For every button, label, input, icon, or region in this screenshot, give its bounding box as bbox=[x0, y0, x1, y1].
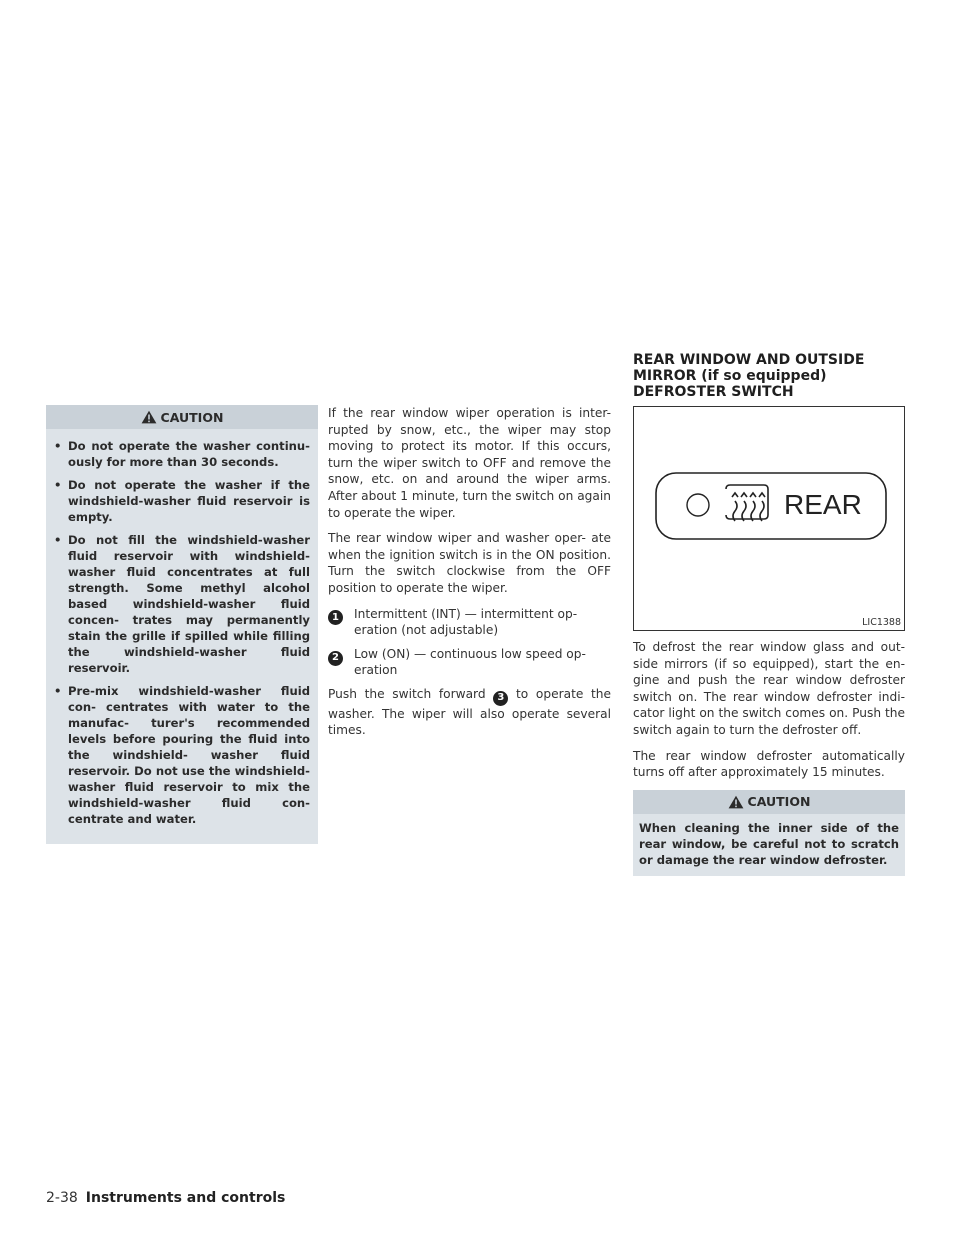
defrost-instructions-paragraph: To defrost the rear window glass and out- side mirrors (if so equipped), start the en- gine and push the rear window defroster switch on. The rear window defroster indi- cator light on the switch comes on. Push the switch again to turn the defroster off. bbox=[633, 640, 905, 737]
defroster-column bbox=[633, 352, 905, 876]
figure-code: LIC1388 bbox=[862, 617, 901, 628]
caution-text: When cleaning the inner side of the rear window, be careful not to scratch or damage the rear window defroster. bbox=[639, 820, 899, 867]
defroster-switch-figure bbox=[633, 406, 905, 631]
rear-defroster-switch-illustration bbox=[634, 407, 904, 630]
caution-bullet: • Do not operate the washer if the windshield-washer fluid reservoir is empty. bbox=[54, 478, 310, 524]
caution-bullet: • Do not fill the windshield-washer fluid reservoir with windshield-washer fluid concentrates at full strength. Some methyl alcohol based windshield-washer fluid concen- trates may permanently stain the grille if spilled while filling the windshield-washer fluid reservoir. bbox=[54, 533, 310, 675]
callout-number: 2 bbox=[328, 651, 343, 666]
wiper-text-column bbox=[328, 405, 611, 748]
wiper-mode-item: 2 Low (ON) — continuous low speed op- eration bbox=[328, 646, 611, 679]
wiper-mode-item: 1 Intermittent (INT) — intermittent op- eration (not adjustable) bbox=[328, 606, 611, 639]
section-title: Instruments and controls bbox=[85, 1190, 286, 1206]
defrost-auto-off-paragraph: The rear window defroster automatically turns off after approximately 15 minutes. bbox=[633, 748, 905, 780]
callout-number: 1 bbox=[328, 610, 343, 625]
caution-title: CAUTION bbox=[160, 409, 224, 425]
wiper-operation-paragraph: The rear window wiper and washer oper- ate when the ignition switch is in the ON position. Turn the switch clockwise from the OFF position to operate the wiper. bbox=[328, 531, 611, 595]
caution-title: CAUTION bbox=[747, 794, 811, 810]
rear-label: REAR bbox=[784, 489, 862, 520]
caution-header bbox=[633, 790, 905, 814]
page-number: 2-38 bbox=[46, 1190, 78, 1206]
defroster-caution-box bbox=[633, 790, 905, 876]
caution-header bbox=[46, 405, 318, 429]
section-heading: REAR WINDOW AND OUTSIDE MIRROR (if so equipped) DEFROSTER SWITCH bbox=[633, 352, 865, 400]
washer-caution-box bbox=[46, 405, 318, 844]
defroster-icon bbox=[726, 485, 768, 521]
warning-icon bbox=[728, 795, 744, 809]
caution-bullet: • Pre-mix windshield-washer fluid con- centrates with water to the manufac- turer's recommended levels before pouring the fluid into the windshield- washer fluid reservoir. Do not use the windshield-washer fluid reservoir to mix the windshield-washer fluid con- centrate and water. bbox=[54, 684, 310, 826]
wiper-interruption-paragraph: If the rear window wiper operation is inter- rupted by snow, etc., the wiper may stop moving to protect its motor. If this occurs, turn the wiper switch to OFF and remove the snow, etc. on and around the wiper arms. After about 1 minute, turn the switch on again to operate the wiper. bbox=[328, 406, 611, 520]
warning-icon bbox=[141, 410, 157, 424]
washer-paragraph: Push the switch forward 3 to operate the washer. The wiper will also operate several times. bbox=[328, 686, 612, 738]
caution-bullet: • Do not operate the washer continu- ously for more than 30 seconds. bbox=[54, 439, 310, 469]
page-footer bbox=[46, 1190, 285, 1206]
callout-number: 3 bbox=[493, 691, 508, 706]
